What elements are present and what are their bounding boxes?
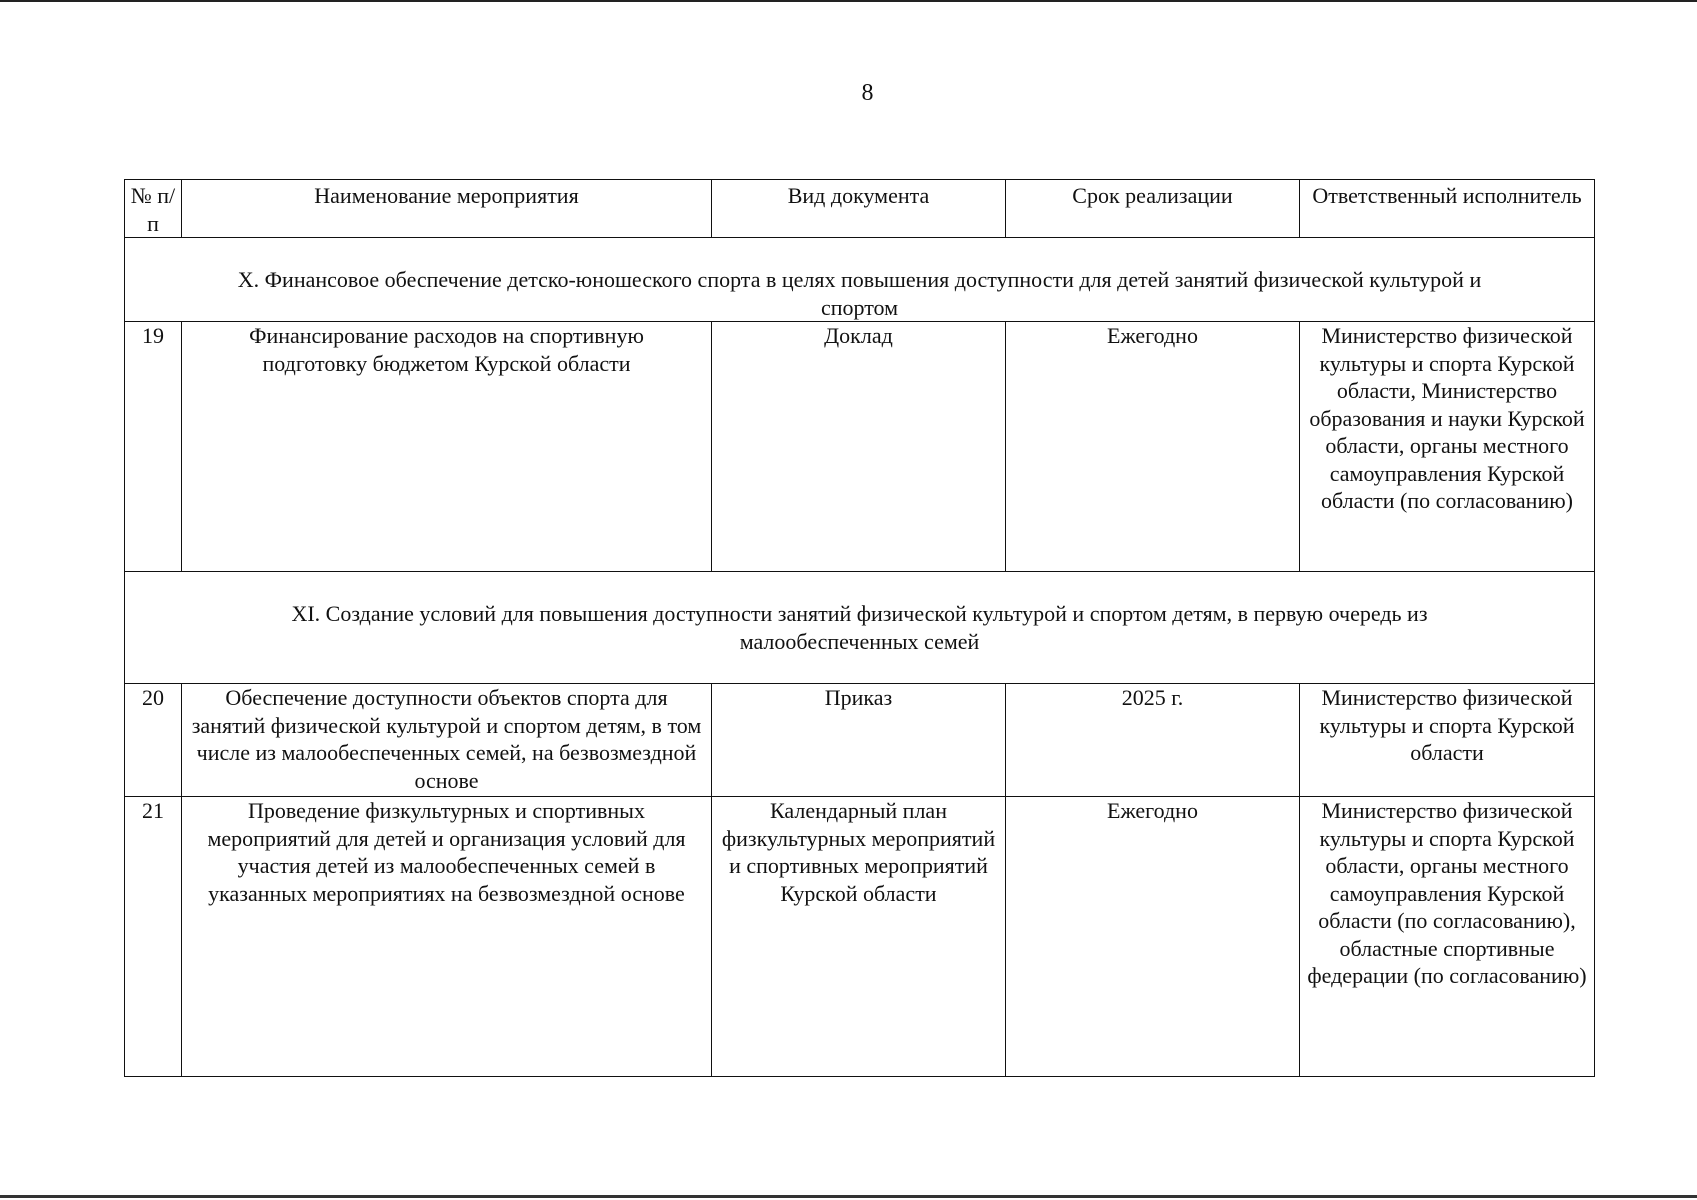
row-num: 20 (125, 684, 182, 797)
header-responsible: Ответственный исполнитель (1300, 180, 1595, 238)
row-responsible: Министерство физической культуры и спорта Курской области, Министерство образования и науки Курской области, органы местного самоуправления Курской области (по согласованию) (1300, 322, 1595, 572)
row-name: Обеспечение доступности объектов спорта для занятий физической культурой и спортом детям, в том числе из малообеспеченных семей, на безвозмездной основе (182, 684, 712, 797)
section-row (125, 572, 1595, 684)
table-header-row (125, 180, 1595, 238)
scan-edge-top (0, 0, 1697, 2)
row-term: Ежегодно (1006, 322, 1300, 572)
table-row (125, 797, 1595, 1077)
row-name: Финансирование расходов на спортивную подготовку бюджетом Курской области (182, 322, 712, 572)
table-row (125, 684, 1595, 797)
section-title-x (125, 238, 1595, 322)
row-term: 2025 г. (1006, 684, 1300, 797)
row-doc: Доклад (712, 322, 1006, 572)
section-title-text: XI. Создание условий для повышения доступности занятий физической культурой и спортом детям, в первую очередь из малообеспеченных семей (291, 601, 1428, 654)
row-num: 21 (125, 797, 182, 1077)
section-row (125, 238, 1595, 322)
row-num: 19 (125, 322, 182, 572)
plan-table (124, 179, 1595, 1077)
row-responsible: Министерство физической культуры и спорта Курской области (1300, 684, 1595, 797)
row-responsible: Министерство физической культуры и спорта Курской области, органы местного самоуправления Курской области (по согласованию), областные спортивные федерации (по согласованию) (1300, 797, 1595, 1077)
row-name: Проведение физкультурных и спортивных мероприятий для детей и организация условий для участия детей из малообеспеченных семей в указанных мероприятиях на безвозмездной основе (182, 797, 712, 1077)
header-num: № п/п (125, 180, 182, 238)
table-row (125, 322, 1595, 572)
row-doc: Приказ (712, 684, 1006, 797)
header-name: Наименование мероприятия (182, 180, 712, 238)
section-title-xi (125, 572, 1595, 684)
page-number: 8 (861, 80, 874, 106)
row-doc: Календарный план физкультурных мероприятий и спортивных мероприятий Курской области (712, 797, 1006, 1077)
row-term: Ежегодно (1006, 797, 1300, 1077)
scan-edge-bottom (0, 1195, 1697, 1198)
header-doc: Вид документа (712, 180, 1006, 238)
header-term: Срок реализации (1006, 180, 1300, 238)
section-title-text: X. Финансовое обеспечение детско-юношеского спорта в целях повышения доступности для детей занятий физической культурой и спортом (237, 267, 1482, 320)
